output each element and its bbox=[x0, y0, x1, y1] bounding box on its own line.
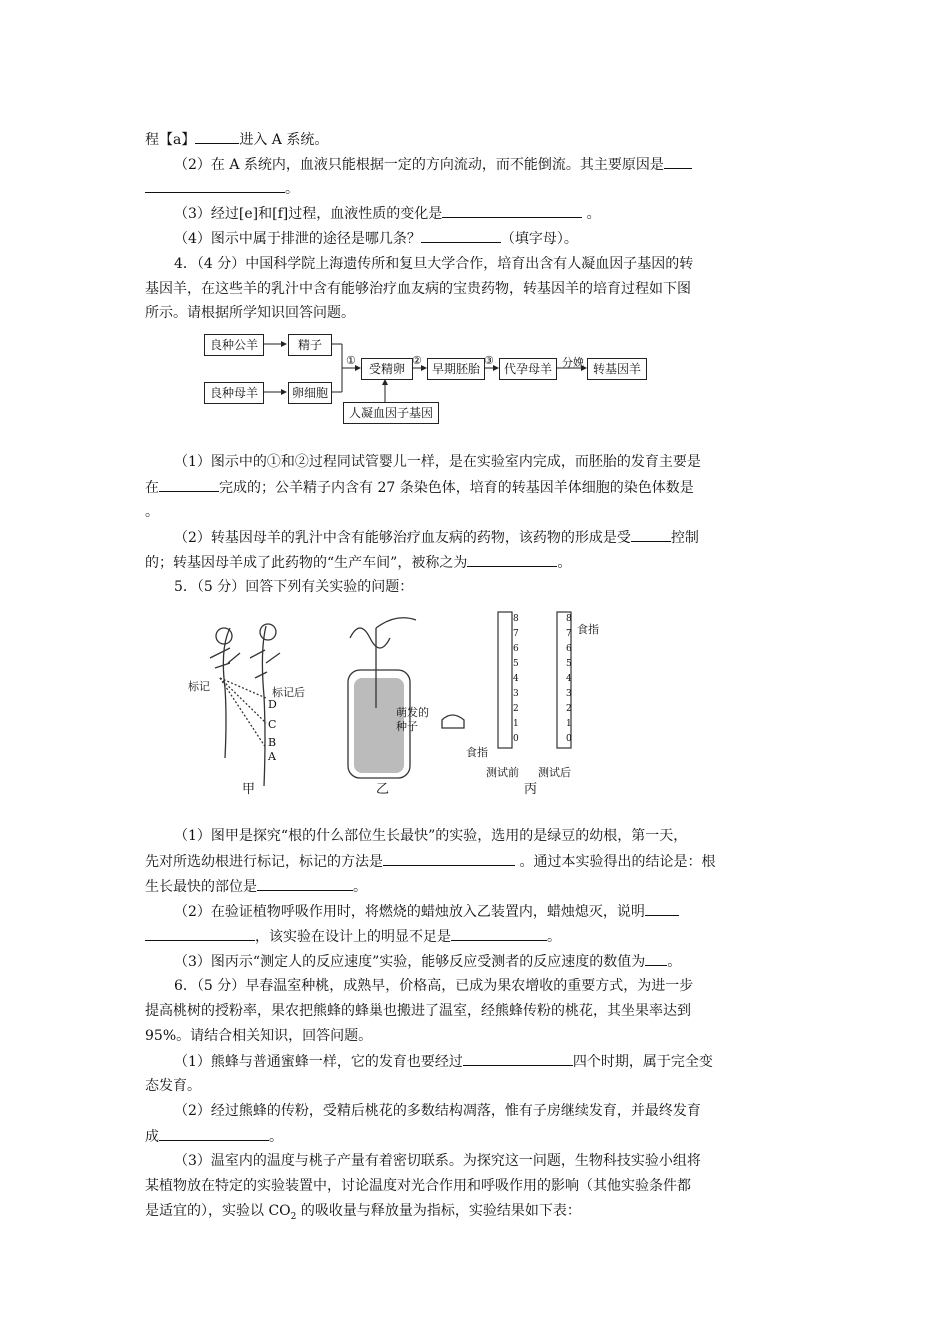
fig-finger2: 食指 bbox=[466, 746, 488, 759]
q6-2: （2）经过熊蜂的传粉，受精后桃花的多数结构凋落，惟有子房继续发育，并最终发育 bbox=[174, 1103, 701, 1119]
q6-1: （1）熊蜂与普通蜜蜂一样，它的发育也要经过 四个时期，属于完全变 bbox=[174, 1051, 713, 1072]
blank[interactable] bbox=[463, 1051, 573, 1066]
fig-finger1: 食指 bbox=[577, 623, 599, 636]
q5-3: （3）图丙示“测定人的反应速度”实验，能够反应受测者的反应速度的数值为 。 bbox=[174, 951, 681, 972]
q5-title: 5．（5 分）回答下列有关实验的问题： bbox=[174, 579, 414, 595]
gene-box: 人凝血因子基因 bbox=[343, 402, 439, 424]
q6-2b: 成 。 bbox=[145, 1126, 283, 1147]
q5-2: （2）在验证植物呼吸作用时，将燃烧的蜡烛放入乙装置内，蜡烛熄灭，说明 bbox=[174, 901, 679, 922]
blank[interactable] bbox=[631, 527, 671, 542]
fig-A: A bbox=[268, 750, 276, 763]
q5-1b: 先对所选幼根进行标记，标记的方法是 。通过本实验得出的结论是：根 bbox=[145, 851, 715, 872]
ruler-tick: 2 bbox=[566, 704, 572, 714]
fig-jia: 甲 bbox=[242, 782, 256, 797]
q5-2b: ，该实验在设计上的明显不足是 。 bbox=[145, 926, 561, 947]
ruler-tick: 1 bbox=[513, 719, 519, 729]
step2: ② bbox=[412, 354, 422, 367]
line-2: （2）在 A 系统内，血液只能根据一定的方向流动，而不能倒流。其主要原因是 bbox=[174, 154, 692, 175]
q6-body: 提高桃树的授粉率，果农把熊蜂的蜂巢也搬进了温室，经熊蜂传粉的桃花，其坐果率达到 bbox=[145, 1003, 691, 1019]
ruler-tick: 4 bbox=[513, 674, 519, 684]
ruler-tick: 8 bbox=[513, 614, 519, 624]
fig-seed: 萌发的种子 bbox=[396, 706, 429, 733]
birth-label: 分娩 bbox=[562, 356, 584, 369]
line-1: 程【a】 进入 A 系统。 bbox=[145, 129, 328, 150]
ruler-tick: 1 bbox=[566, 719, 572, 729]
blank[interactable] bbox=[383, 851, 515, 866]
fig-D: D bbox=[268, 698, 277, 711]
ruler-tick: 3 bbox=[566, 689, 572, 699]
q6-3b: 某植物放在特定的实验装置中，讨论温度对光合作用和呼吸作用的影响（其他实验条件都 bbox=[145, 1178, 691, 1194]
q4-title: 4．（4 分）中国科学院上海遗传所和复旦大学合作，培育出含有人凝血因子基因的转 bbox=[174, 256, 694, 272]
blank[interactable] bbox=[451, 926, 547, 941]
sperm-box: 精子 bbox=[288, 334, 332, 356]
fig-after: 测试后 bbox=[538, 766, 571, 779]
ruler-tick: 2 bbox=[513, 704, 519, 714]
blank[interactable] bbox=[645, 901, 679, 916]
fig-before: 测试前 bbox=[486, 766, 519, 779]
blank[interactable] bbox=[257, 876, 353, 891]
step3: ③ bbox=[484, 354, 494, 367]
blank[interactable] bbox=[421, 228, 501, 243]
blank[interactable] bbox=[159, 477, 219, 492]
q6-3: （3）温室内的温度与桃子产量有着密切联系。为探究这一问题，生物科技实验小组将 bbox=[174, 1153, 701, 1169]
egg-box: 卵细胞 bbox=[288, 382, 332, 404]
blank[interactable] bbox=[664, 154, 692, 169]
fig-B: B bbox=[268, 736, 277, 749]
ruler-tick: 6 bbox=[566, 644, 572, 654]
blank[interactable] bbox=[645, 951, 667, 966]
q4-body2: 所示。请根据所学知识回答问题。 bbox=[145, 305, 355, 321]
ruler-tick: 3 bbox=[513, 689, 519, 699]
q4-1: （1）图示中的①和②过程同试管婴儿一样，是在实验室内完成，而胚胎的发育主要是 bbox=[174, 454, 701, 470]
q4-2: （2）转基因母羊的乳汁中含有能够治疗血友病的药物，该药物的形成是受 控制 bbox=[174, 527, 699, 548]
q4-2b: 的；转基因母羊成了此药物的“生产车间”，被称之为 。 bbox=[145, 552, 571, 573]
line-4: （3）经过[e]和[f]过程，血液性质的变化是 。 bbox=[174, 203, 601, 224]
embryo-box: 早期胚胎 bbox=[427, 358, 485, 380]
zygote-box: 受精卵 bbox=[361, 358, 413, 380]
tg-box: 转基因羊 bbox=[587, 358, 647, 380]
fig-markafter: 标记后 bbox=[272, 686, 305, 699]
blank[interactable] bbox=[145, 926, 255, 941]
blank[interactable] bbox=[145, 178, 285, 193]
surrogate-box: 代孕母羊 bbox=[499, 358, 557, 380]
ram-box: 良种公羊 bbox=[204, 334, 264, 356]
line-5: （4）图示中属于排泄的途径是哪几条？ （填字母）。 bbox=[174, 228, 578, 249]
blank[interactable] bbox=[159, 1126, 269, 1141]
ruler-tick: 7 bbox=[513, 629, 519, 639]
q5-1d: 生长最快的部位是 。 bbox=[145, 876, 367, 897]
ruler-tick: 4 bbox=[566, 674, 572, 684]
ruler-tick: 5 bbox=[566, 659, 572, 669]
ruler-tick: 6 bbox=[513, 644, 519, 654]
ruler-tick: 0 bbox=[513, 734, 519, 744]
q4-body: 基因羊，在这些羊的乳汁中含有能够治疗血友病的宝贵药物，转基因羊的培育过程如下图 bbox=[145, 281, 691, 297]
line-3: 。 bbox=[145, 178, 299, 199]
fig-mark: 标记 bbox=[188, 680, 210, 693]
q6-1c: 态发育。 bbox=[145, 1078, 201, 1094]
step1: ① bbox=[346, 354, 356, 367]
ruler-tick: 0 bbox=[566, 734, 572, 744]
q4-1d: 。 bbox=[145, 504, 159, 520]
blank[interactable] bbox=[467, 552, 557, 567]
q4-1b: 在 完成的；公羊精子内含有 27 条染色体，培育的转基因羊体细胞的染色体数是 bbox=[145, 477, 694, 498]
fig-C: C bbox=[268, 718, 277, 731]
q6-3c: 是适宜的），实验以 $CO_2$ 的吸收量与释放量为指标，实验结果如下表： bbox=[145, 1203, 581, 1222]
q5-1: （1）图甲是探究“根的什么部位生长最快”的实验，选用的是绿豆的幼根，第一天， bbox=[174, 828, 688, 844]
fig-yi: 乙 bbox=[376, 782, 390, 797]
ruler-tick: 7 bbox=[566, 629, 572, 639]
q6-title: 6．（5 分）早春温室种桃，成熟早，价格高，已成为果农增收的重要方式，为进一步 bbox=[174, 978, 694, 994]
blank[interactable] bbox=[442, 203, 582, 218]
fig-bing: 丙 bbox=[524, 782, 538, 797]
ruler-tick: 5 bbox=[513, 659, 519, 669]
q6-body2: 95%。请结合相关知识，回答问题。 bbox=[145, 1028, 373, 1044]
ruler-tick: 8 bbox=[566, 614, 572, 624]
blank[interactable] bbox=[195, 129, 239, 144]
ewe-box: 良种母羊 bbox=[204, 382, 264, 404]
